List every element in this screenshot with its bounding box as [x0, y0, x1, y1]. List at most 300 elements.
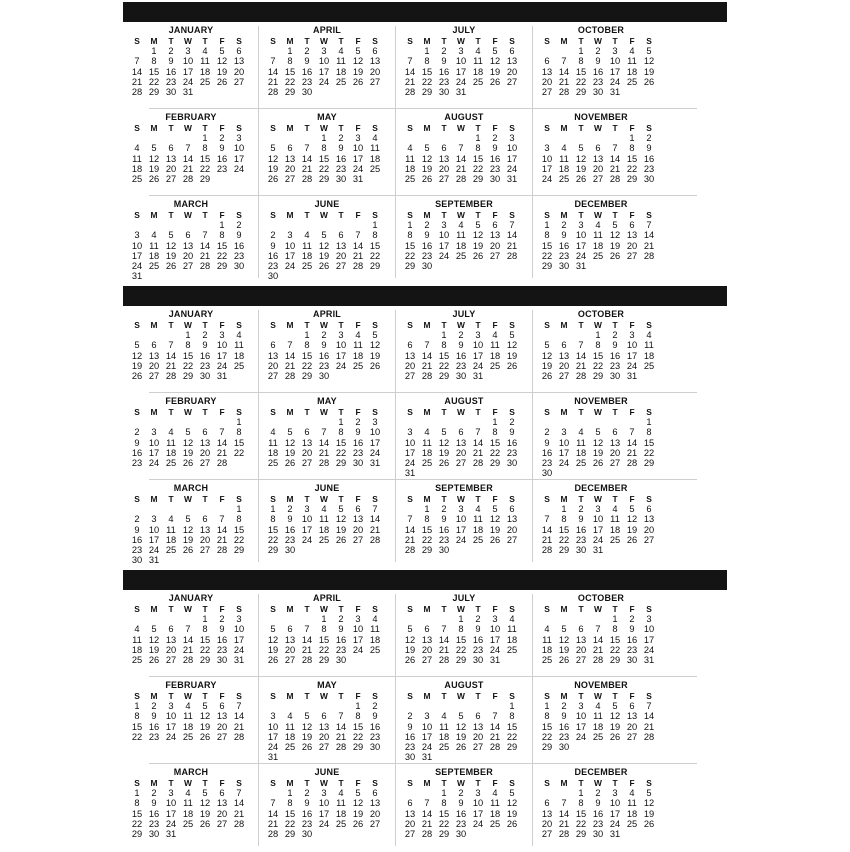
day-cell: 26 — [592, 457, 604, 468]
weekday-initial: W — [594, 494, 602, 504]
weekday-initial: F — [219, 407, 225, 417]
day-cell: 25 — [575, 457, 587, 468]
weekday-header — [402, 778, 524, 788]
weekday-initial: T — [578, 604, 584, 614]
weekday-header — [129, 320, 251, 330]
day-cell: 5 — [424, 143, 430, 154]
day-cell: 21 — [438, 644, 450, 655]
day-cell: 23 — [318, 360, 330, 371]
weekday-header — [539, 210, 661, 220]
day-cell: 13 — [233, 56, 245, 67]
weekday-initial: T — [612, 123, 618, 133]
day-cell: 15 — [199, 634, 211, 645]
day-cell: 10 — [267, 721, 279, 732]
day-cell: 17 — [609, 66, 621, 77]
day-cell: 18 — [489, 350, 501, 361]
day-cell: 2 — [134, 514, 140, 525]
week-row — [265, 788, 387, 798]
week-row — [129, 417, 251, 427]
day-cell: 1 — [304, 330, 310, 341]
day-cell: 2 — [509, 417, 515, 428]
day-cell: 29 — [233, 544, 245, 555]
weekday-initial: W — [594, 407, 602, 417]
week-row — [402, 448, 524, 458]
weekday-initial: W — [184, 407, 192, 417]
day-cell: 9 — [578, 514, 584, 525]
day-cell: 9 — [509, 427, 515, 438]
day-cell: 26 — [148, 173, 160, 184]
day-cell: 10 — [165, 711, 177, 722]
day-cell: 5 — [629, 504, 635, 515]
day-cell: 19 — [506, 808, 518, 819]
day-cell: 2 — [458, 788, 464, 799]
day-cell: 20 — [165, 163, 177, 174]
month-october — [533, 22, 669, 106]
day-cell: 7 — [424, 340, 430, 351]
day-cell: 12 — [438, 437, 450, 448]
day-cell: 29 — [455, 654, 467, 665]
day-cell: 7 — [219, 514, 225, 525]
weekday-initial: M — [560, 36, 568, 46]
day-cell: 20 — [284, 644, 296, 655]
day-cell: 6 — [509, 46, 515, 57]
day-cell: 16 — [148, 721, 160, 732]
day-cell: 29 — [216, 260, 228, 271]
day-cell: 25 — [148, 260, 160, 271]
weekday-initial: T — [441, 604, 447, 614]
weekday-initial: T — [304, 210, 310, 220]
day-cell: 13 — [626, 711, 638, 722]
week-row — [539, 504, 661, 514]
weekday-initial: S — [372, 210, 378, 220]
day-cell: 30 — [455, 828, 467, 839]
day-cell: 1 — [646, 417, 652, 428]
day-cell: 6 — [355, 504, 361, 515]
day-cell: 15 — [131, 721, 143, 732]
day-cell: 4 — [372, 133, 378, 144]
weekday-initial: S — [134, 604, 140, 614]
weekday-initial: F — [355, 123, 361, 133]
week-row — [539, 164, 661, 174]
weekday-initial: F — [629, 320, 635, 330]
day-cell: 10 — [318, 56, 330, 67]
day-cell: 26 — [267, 173, 279, 184]
day-cell: 12 — [267, 634, 279, 645]
day-cell: 17 — [148, 447, 160, 458]
weekday-header — [539, 604, 661, 614]
weekday-initial: S — [407, 210, 413, 220]
day-cell: 9 — [355, 427, 361, 438]
weekday-initial: W — [457, 210, 465, 220]
week-row — [539, 722, 661, 732]
day-cell: 24 — [182, 76, 194, 87]
month-name: MARCH — [173, 483, 209, 493]
weekday-initial: T — [441, 36, 447, 46]
day-cell: 9 — [561, 230, 567, 241]
day-cell: 5 — [561, 624, 567, 635]
day-cell: 22 — [131, 818, 143, 829]
day-cell: 5 — [304, 711, 310, 722]
day-cell: 13 — [558, 350, 570, 361]
day-cell: 15 — [404, 240, 416, 251]
day-cell: 12 — [199, 711, 211, 722]
day-cell: 26 — [199, 731, 211, 742]
weekday-initial: F — [355, 778, 361, 788]
weekday-initial: S — [509, 320, 515, 330]
day-cell: 10 — [541, 153, 553, 164]
day-cell: 26 — [609, 731, 621, 742]
month-name: AUGUST — [444, 112, 484, 122]
calendar-sheet — [123, 2, 727, 848]
week-row — [129, 261, 251, 271]
weekday-initial: M — [423, 320, 431, 330]
day-cell: 18 — [455, 240, 467, 251]
day-cell: 26 — [335, 534, 347, 545]
day-cell: 24 — [438, 250, 450, 261]
week-row — [402, 77, 524, 87]
day-cell: 19 — [609, 240, 621, 251]
day-cell: 19 — [165, 250, 177, 261]
weekday-initial: S — [407, 604, 413, 614]
day-cell: 10 — [609, 798, 621, 809]
day-cell: 29 — [506, 741, 518, 752]
weekday-initial: W — [184, 123, 192, 133]
day-cell: 2 — [134, 427, 140, 438]
day-cell: 7 — [185, 624, 191, 635]
day-cell: 20 — [404, 818, 416, 829]
week-row — [129, 829, 251, 839]
day-cell: 7 — [646, 220, 652, 231]
week-row — [129, 614, 251, 624]
day-cell: 10 — [455, 56, 467, 67]
day-cell: 13 — [626, 230, 638, 241]
day-cell: 8 — [134, 711, 140, 722]
day-cell: 28 — [165, 370, 177, 381]
day-cell: 30 — [131, 555, 143, 566]
day-cell: 29 — [199, 654, 211, 665]
day-cell: 22 — [369, 250, 381, 261]
day-cell: 28 — [472, 457, 484, 468]
weekday-initial: T — [475, 494, 481, 504]
weekday-initial: W — [594, 691, 602, 701]
day-cell: 25 — [318, 534, 330, 545]
day-cell: 29 — [148, 86, 160, 97]
weekday-initial: T — [612, 778, 618, 788]
day-cell: 28 — [301, 173, 313, 184]
day-cell: 17 — [165, 808, 177, 819]
day-cell: 23 — [335, 644, 347, 655]
week-row — [539, 809, 661, 819]
weekday-initial: T — [475, 691, 481, 701]
day-cell: 21 — [609, 163, 621, 174]
day-grid — [539, 494, 661, 555]
day-cell: 6 — [561, 340, 567, 351]
day-cell: 19 — [421, 163, 433, 174]
day-cell: 22 — [455, 644, 467, 655]
day-cell: 21 — [643, 240, 655, 251]
week-row — [402, 251, 524, 261]
day-cell: 12 — [301, 721, 313, 732]
day-cell: 9 — [304, 798, 310, 809]
day-cell: 7 — [202, 230, 208, 241]
day-cell: 2 — [595, 46, 601, 57]
day-cell: 14 — [472, 437, 484, 448]
day-cell: 12 — [506, 340, 518, 351]
day-cell: 2 — [629, 614, 635, 625]
month-name: JANUARY — [168, 309, 214, 319]
day-cell: 7 — [475, 427, 481, 438]
day-cell: 29 — [626, 173, 638, 184]
day-cell: 3 — [185, 46, 191, 57]
day-cell: 25 — [489, 818, 501, 829]
week-row — [265, 271, 387, 281]
day-grid — [402, 407, 524, 478]
weekday-initial: M — [286, 691, 294, 701]
day-cell: 4 — [185, 788, 191, 799]
day-cell: 7 — [372, 504, 378, 515]
weekday-initial: W — [320, 604, 328, 614]
weekday-initial: T — [304, 36, 310, 46]
day-cell: 27 — [541, 86, 553, 97]
day-cell: 5 — [595, 427, 601, 438]
week-row — [402, 427, 524, 437]
weekday-header — [129, 123, 251, 133]
week-row — [402, 655, 524, 665]
day-cell: 24 — [233, 644, 245, 655]
day-cell: 4 — [458, 220, 464, 231]
weekday-header — [539, 407, 661, 417]
day-cell: 8 — [236, 514, 242, 525]
week-row — [402, 525, 524, 535]
week-row — [265, 87, 387, 97]
day-cell: 27 — [643, 534, 655, 545]
month-name: MARCH — [173, 199, 209, 209]
day-cell: 26 — [489, 76, 501, 87]
weekday-header — [539, 36, 661, 46]
day-cell: 28 — [369, 534, 381, 545]
weekday-initial: S — [270, 320, 276, 330]
weekday-initial: T — [202, 691, 208, 701]
day-cell: 25 — [182, 731, 194, 742]
day-cell: 7 — [441, 624, 447, 635]
day-cell: 12 — [352, 798, 364, 809]
weekday-initial: T — [612, 320, 618, 330]
month-may — [259, 109, 395, 193]
weekday-header — [129, 494, 251, 504]
day-cell: 5 — [646, 46, 652, 57]
week-row — [129, 361, 251, 371]
week-row — [539, 438, 661, 448]
day-cell: 26 — [199, 818, 211, 829]
day-cell: 11 — [405, 153, 415, 164]
day-cell: 22 — [352, 731, 364, 742]
week-row — [402, 133, 524, 143]
day-cell: 23 — [233, 250, 245, 261]
day-cell: 13 — [352, 514, 364, 525]
week-row — [129, 514, 251, 524]
day-cell: 15 — [233, 437, 245, 448]
day-cell: 11 — [336, 798, 346, 809]
day-cell: 6 — [202, 427, 208, 438]
day-cell: 4 — [509, 614, 515, 625]
week-row — [129, 371, 251, 381]
day-cell: 20 — [643, 524, 655, 535]
day-cell: 19 — [267, 163, 279, 174]
day-cell: 22 — [267, 534, 279, 545]
day-cell: 20 — [369, 66, 381, 77]
day-cell: 9 — [612, 340, 618, 351]
week-row — [265, 829, 387, 839]
month-name: NOVEMBER — [574, 396, 628, 406]
day-grid — [129, 210, 251, 281]
weekday-initial: S — [270, 36, 276, 46]
month-august — [396, 393, 532, 477]
weekday-initial: T — [304, 604, 310, 614]
day-cell: 18 — [558, 163, 570, 174]
weekday-header — [402, 123, 524, 133]
weekday-initial: F — [355, 36, 361, 46]
day-cell: 16 — [404, 731, 416, 742]
day-cell: 13 — [369, 798, 381, 809]
weekday-header — [539, 494, 661, 504]
month-august — [396, 109, 532, 193]
weekday-initial: M — [423, 494, 431, 504]
day-cell: 24 — [455, 534, 467, 545]
day-cell: 20 — [165, 644, 177, 655]
day-cell: 24 — [575, 731, 587, 742]
day-cell: 15 — [318, 153, 330, 164]
weekday-initial: T — [612, 691, 618, 701]
day-cell: 24 — [165, 818, 177, 829]
day-cell: 19 — [182, 447, 194, 458]
day-cell: 30 — [489, 173, 501, 184]
weekday-initial: T — [578, 123, 584, 133]
day-cell: 23 — [472, 644, 484, 655]
day-cell: 13 — [284, 153, 296, 164]
day-cell: 16 — [318, 350, 330, 361]
day-cell: 29 — [541, 260, 553, 271]
week-row — [265, 711, 387, 721]
day-cell: 25 — [369, 163, 381, 174]
day-cell: 11 — [336, 56, 346, 67]
day-cell: 20 — [506, 66, 518, 77]
month-name: APRIL — [313, 309, 341, 319]
day-cell: 13 — [643, 514, 655, 525]
day-cell: 31 — [369, 457, 381, 468]
day-cell: 18 — [643, 350, 655, 361]
weekday-initial: M — [286, 210, 294, 220]
weekday-initial: W — [320, 407, 328, 417]
weekday-initial: T — [612, 407, 618, 417]
day-cell: 15 — [455, 634, 467, 645]
week-row — [402, 819, 524, 829]
day-cell: 20 — [148, 360, 160, 371]
weekday-initial: S — [407, 36, 413, 46]
day-cell: 23 — [131, 457, 143, 468]
day-cell: 1 — [595, 330, 601, 341]
day-cell: 6 — [270, 340, 276, 351]
day-cell: 10 — [609, 56, 621, 67]
week-row — [402, 645, 524, 655]
day-cell: 1 — [236, 504, 242, 515]
day-cell: 18 — [352, 350, 364, 361]
day-cell: 13 — [455, 437, 467, 448]
month-name: DECEMBER — [574, 483, 628, 493]
week-row — [265, 133, 387, 143]
day-cell: 21 — [131, 76, 143, 87]
day-cell: 14 — [541, 524, 553, 535]
weekday-initial: S — [646, 604, 652, 614]
month-name: MAY — [317, 680, 337, 690]
day-cell: 8 — [338, 427, 344, 438]
week-row — [402, 230, 524, 240]
day-cell: 28 — [643, 731, 655, 742]
day-grid — [265, 778, 387, 839]
day-cell: 28 — [421, 828, 433, 839]
day-cell: 13 — [335, 240, 347, 251]
day-cell: 19 — [489, 524, 501, 535]
day-cell: 28 — [558, 86, 570, 97]
day-cell: 2 — [475, 614, 481, 625]
week-row — [129, 143, 251, 153]
month-july — [396, 590, 532, 674]
day-cell: 12 — [335, 514, 347, 525]
day-cell: 12 — [489, 56, 501, 67]
weekday-initial: S — [270, 210, 276, 220]
day-cell: 8 — [441, 798, 447, 809]
week-row — [265, 448, 387, 458]
day-cell: 22 — [301, 360, 313, 371]
month-grid — [123, 590, 727, 852]
weekday-initial: S — [236, 691, 242, 701]
weekday-initial: T — [304, 494, 310, 504]
day-cell: 3 — [475, 788, 481, 799]
day-cell: 1 — [561, 504, 567, 515]
day-cell: 19 — [318, 250, 330, 261]
day-cell: 27 — [541, 828, 553, 839]
month-may — [259, 677, 395, 761]
day-cell: 24 — [165, 731, 177, 742]
weekday-initial: T — [578, 320, 584, 330]
day-cell: 2 — [338, 614, 344, 625]
day-cell: 13 — [506, 56, 518, 67]
day-cell: 24 — [404, 457, 416, 468]
weekday-initial: F — [219, 494, 225, 504]
week-row — [265, 809, 387, 819]
day-cell: 25 — [165, 457, 177, 468]
day-cell: 27 — [148, 370, 160, 381]
week-row — [129, 711, 251, 721]
day-cell: 29 — [284, 86, 296, 97]
day-cell: 29 — [592, 370, 604, 381]
day-cell: 20 — [455, 447, 467, 458]
week-row — [539, 87, 661, 97]
day-cell: 9 — [407, 721, 413, 732]
day-cell: 5 — [612, 701, 618, 712]
day-cell: 27 — [438, 173, 450, 184]
day-cell: 21 — [489, 731, 501, 742]
day-cell: 13 — [506, 514, 518, 525]
weekday-initial: M — [150, 494, 158, 504]
day-cell: 12 — [148, 153, 160, 164]
day-cell: 18 — [369, 153, 381, 164]
day-cell: 14 — [182, 153, 194, 164]
day-cell: 17 — [267, 731, 279, 742]
day-cell: 14 — [455, 153, 467, 164]
day-cell: 1 — [321, 614, 327, 625]
week-row — [129, 555, 251, 565]
day-cell: 27 — [352, 534, 364, 545]
